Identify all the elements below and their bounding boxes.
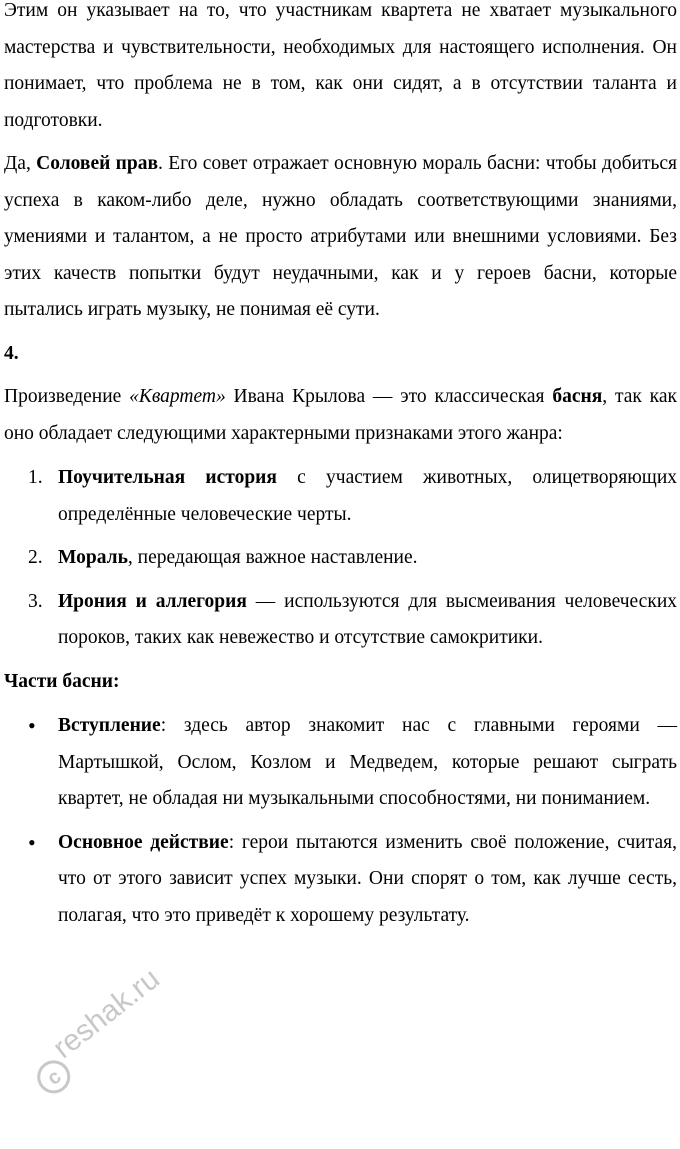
list-item-text: — используются для высмеивания человеческих пороков, таких как невежество и отсутствие самокритики. [58, 590, 678, 648]
work-title: «Квартет» [129, 386, 226, 407]
list-item [4, 460, 677, 533]
paragraph-nightingale-explanation [4, 0, 677, 139]
paragraph-text: Этим он указывает на то, что участникам квартета не хватает музыкального мастерства и чувствительности, необходимых для настоящего исполнения. Он понимает, что проблема не в том, как они сидят, а в отсутствии таланта и подготовки. [4, 0, 677, 131]
bold-phrase: Соловей прав [36, 153, 159, 174]
paragraph-rest: . Его совет отражает основную мораль басни: чтобы добиться успеха в каком-либо деле, нужно обладать соответствующими знаниями, умениями и талантом, а не просто атрибутами или внешними условиями. Без этих качеств попытки будут неудачными, как и у героев басни, которые пытались играть музыку, не понимая её сути. [4, 153, 678, 320]
list-item-text: , передающая важное наставление. [127, 547, 418, 568]
list-item-text: : здесь автор знакомит нас с главными героями — Мартышкой, Ослом, Козлом и Медведем, которые решают сыграть квартет, не обладая ни музыкальными способностями, ни пониманием. [58, 715, 677, 809]
paragraph-nightingale-right [4, 146, 677, 329]
list-item-text: с участием животных, олицетворяющих определённые человеческие черты. [58, 467, 678, 525]
list-item-bold: Вступление [58, 715, 161, 736]
list-number: 2. [28, 547, 43, 568]
numbered-list-genre-features [4, 460, 677, 657]
bold-genre: басня [552, 386, 603, 407]
parts-heading: Части басни: [4, 670, 120, 692]
paragraph-prefix: Да, [4, 153, 37, 174]
bullet-icon: • [28, 713, 36, 738]
document-page [4, 0, 677, 941]
paragraph-rest: , так как оно обладает следующими характерными признаками этого жанра: [4, 386, 677, 444]
list-number: 1. [28, 467, 43, 488]
watermark-logo [8, 960, 166, 1100]
bullet-icon: • [28, 829, 36, 855]
list-item-bold: Поучительная история [58, 467, 277, 488]
list-item-bold: Основное действие [58, 831, 229, 853]
list-item-bold: Ирония и аллегория [58, 590, 247, 612]
svg-text:c: c [43, 1065, 66, 1090]
list-item-bold: Мораль [58, 547, 128, 568]
watermark-text: reshak.ru [46, 962, 166, 1066]
list-item [4, 825, 677, 935]
section-number-heading: 4. [4, 342, 19, 364]
list-item-text: : герои пытаются изменить своё положение, считая, что от этого зависит успех музыки. Они спорят о том, как лучше сесть, полагая, что это приведёт к хорошему результату. [58, 831, 677, 926]
list-item [4, 708, 677, 818]
paragraph-middle: Ивана Крылова — это классическая [225, 386, 553, 407]
bullet-list-fable-parts [4, 708, 677, 934]
paragraph-prefix: Произведение [4, 386, 130, 407]
paragraph-genre-intro [4, 379, 677, 452]
list-item [4, 540, 677, 577]
list-number: 3. [28, 590, 43, 612]
list-item [4, 584, 677, 657]
